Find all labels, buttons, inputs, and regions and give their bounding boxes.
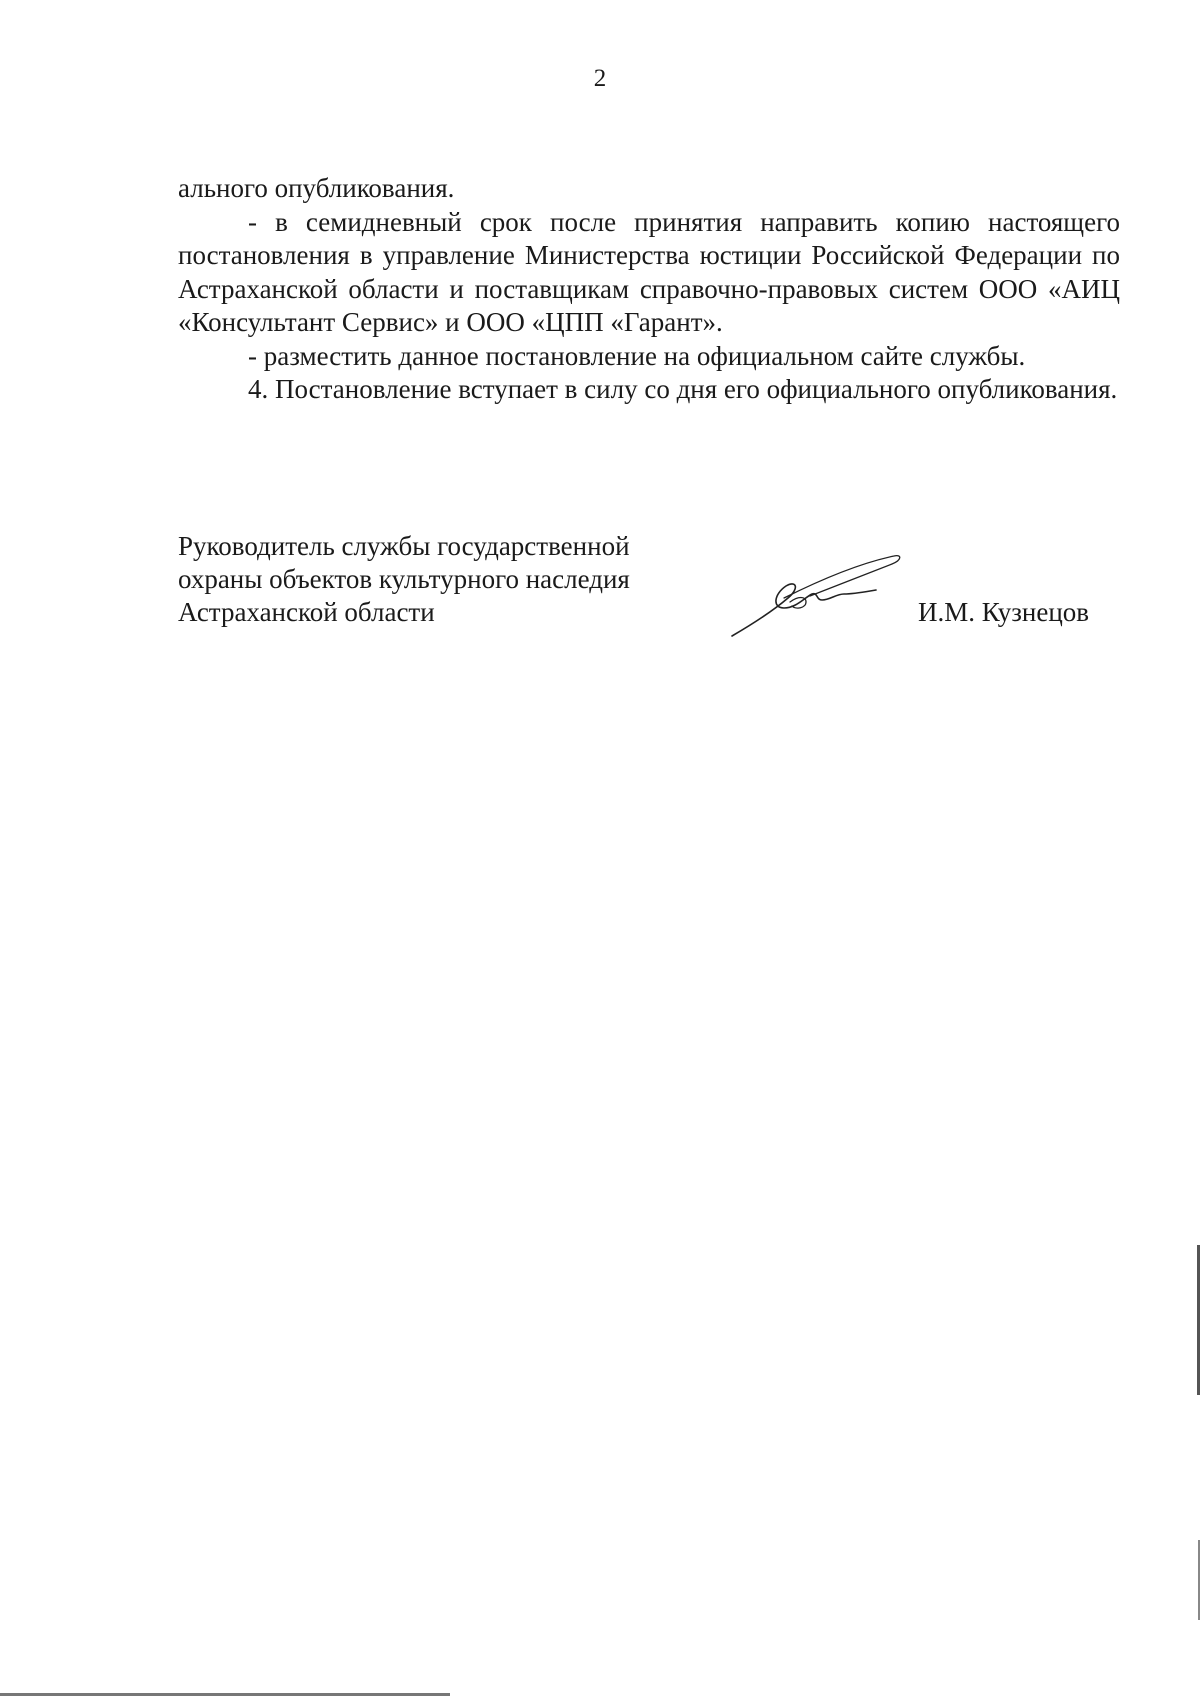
paragraph-continuation: ального опубликования. (178, 173, 455, 203)
signer-position-line: Руководитель службы государственной (178, 531, 630, 561)
signer-position-line: охраны объектов культурного наследия (178, 564, 630, 594)
document-body (178, 172, 1120, 407)
signer-position-line: Астраханской области (178, 597, 435, 627)
paragraph-effective-date: 4. Постановление вступает в силу со дня его официального опубликования. (248, 374, 1118, 404)
paragraph-send-copy: - в семидневный срок после принятия направить копию настоящего постановления в управление Министерства юстиции Российской Федерации по Астраханской области и поставщикам справочно-правовых систем ООО «АИЦ «Консультант Сервис» и ООО «ЦПП «Гарант». (178, 206, 1120, 337)
handwritten-signature (726, 552, 906, 642)
page-number: 2 (593, 65, 607, 92)
signature-block (178, 530, 1120, 640)
paragraph-publish-website: - разместить данное постановление на официальном сайте службы. (248, 340, 1026, 371)
signer-name: И.М. Кузнецов (918, 597, 1090, 627)
signer-position (178, 530, 630, 629)
